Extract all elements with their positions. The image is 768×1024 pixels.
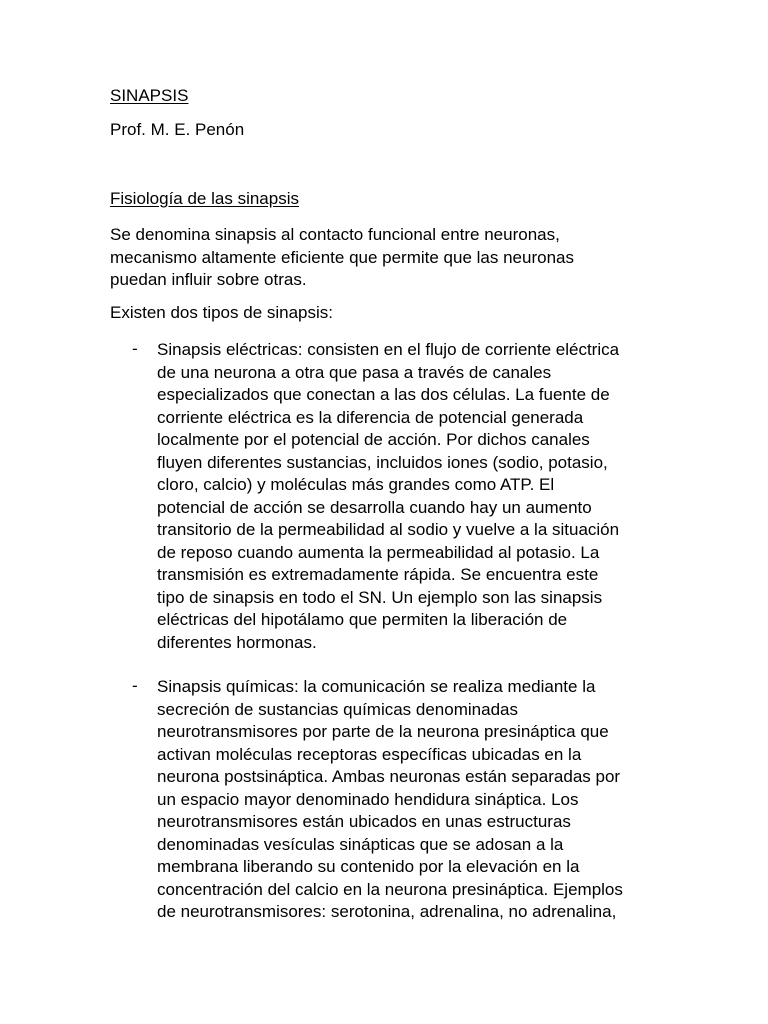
bullet-line: un espacio mayor denominado hendidura sináptica. Los: [157, 789, 579, 809]
bullet-line: denominadas vesículas sinápticas que se adosan a la: [157, 834, 564, 854]
bullet-line: neurona postsináptica. Ambas neuronas están separadas por: [157, 767, 621, 786]
bullet-electrical-synapses: [157, 339, 672, 654]
types-intro: Existen dos tipos de sinapsis:: [110, 303, 334, 322]
bullet-line: activan moléculas receptoras específicas ubicadas en la: [157, 744, 582, 764]
bullet-line: localmente por el potencial de acción. Por dichos canales: [157, 430, 590, 449]
bullet-marker: -: [132, 676, 138, 695]
bullet-line: de reposo cuando aumenta la permeabilidad al potasio. La: [157, 542, 600, 562]
bullet-line: transitorio de la permeabilidad al sodio y vuelve a la situación: [157, 520, 620, 539]
bullet-line: secreción de sustancias químicas denominadas: [157, 699, 518, 719]
bullet-line: de una neurona a otra que pasa a través de canales: [157, 362, 552, 382]
bullet-line: tipo de sinapsis en todo el SN. Un ejemplo son las sinapsis: [157, 587, 603, 607]
author-line: Prof. M. E. Penón: [110, 120, 245, 139]
intro-paragraph: [110, 224, 670, 292]
bullet-line: Sinapsis eléctricas: consisten en el flujo de corriente eléctrica: [157, 340, 620, 359]
bullet-line: transmisión es extremadamente rápida. Se encuentra este: [157, 565, 599, 584]
bullet-line: eléctricas del hipotálamo que permiten la liberación de: [157, 610, 568, 629]
bullet-line: concentración del calcio en la neurona presináptica. Ejemplos: [157, 879, 623, 899]
intro-line: mecanismo altamente eficiente que permite que las neuronas: [110, 247, 574, 267]
intro-line: Se denomina sinapsis al contacto funcional entre neuronas,: [110, 225, 560, 244]
bullet-chemical-synapses: [157, 676, 672, 924]
bullet-line: diferentes hormonas.: [157, 632, 317, 652]
bullet-line: especializados que conectan a las dos células. La fuente de: [157, 385, 610, 404]
intro-line: puedan influir sobre otras.: [110, 270, 307, 289]
bullet-line: fluyen diferentes sustancias, incluidos iones (sodio, potasio,: [157, 452, 608, 472]
bullet-line: neurotransmisores están ubicados en unas estructuras: [157, 812, 571, 831]
bullet-line: corriente eléctrica es la diferencia de potencial generada: [157, 407, 584, 427]
bullet-line: de neurotransmisores: serotonina, adrenalina, no adrenalina,: [157, 902, 617, 921]
section-heading: Fisiología de las sinapsis: [110, 189, 299, 208]
bullet-line: membrana liberando su contenido por la elevación en la: [157, 857, 580, 876]
bullet-line: potencial de acción se desarrolla cuando hay un aumento: [157, 497, 592, 517]
bullet-line: neurotransmisores por parte de la neurona presináptica que: [157, 722, 609, 741]
bullet-line: Sinapsis químicas: la comunicación se realiza mediante la: [157, 677, 596, 696]
bullet-marker: -: [132, 339, 138, 358]
document-title: SINAPSIS: [110, 86, 189, 105]
bullet-line: cloro, calcio) y moléculas más grandes como ATP. El: [157, 475, 555, 494]
